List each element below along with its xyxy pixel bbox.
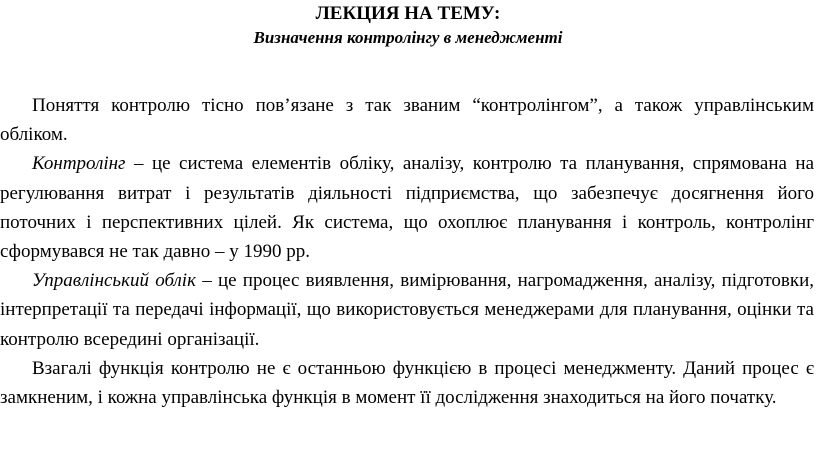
- paragraph-conclusion-text: Взагалі функція контролю не є останньою функцією в процесі менеджменту. Даний процес є замкненим, і кожна управлінська функція в момент її дослідження знаходиться на його початку.: [0, 357, 814, 409]
- paragraph-intro-text: Поняття контролю тісно пов’язане з так званим “контролінгом”, а також управлінським обліком.: [0, 95, 814, 146]
- term-management-accounting: Управлінський облік: [32, 270, 196, 292]
- document-subtitle: Визначення контролінгу в менеджменті: [253, 28, 563, 47]
- paragraph-management-accounting: [0, 266, 814, 354]
- paragraph-controlling: [0, 149, 814, 266]
- document-body: [0, 91, 814, 412]
- document-title: ЛЕКЦИЯ НА ТЕМУ:: [315, 3, 501, 24]
- paragraph-conclusion: [0, 354, 814, 412]
- paragraph-controlling-text: – це система елементів обліку, аналізу, контролю та планування, спрямована на регулювання витрат і результатів діяльності підприємства, що забезпечує досягнення його поточних і перспективних цілей. Як система, що охоплює планування і контроль, контролінг сформувався не так давно – у 1990 рр.: [0, 153, 814, 263]
- paragraph-intro: [0, 91, 814, 149]
- term-controlling: Контролінг: [32, 153, 126, 175]
- paragraph-management-accounting-text: – це процес виявлення, вимірювання, нагромадження, аналізу, підготовки, інтерпретації та передачі інформації, що використовується менеджерами для планування, оцінки та контролю всередині організації.: [0, 270, 814, 350]
